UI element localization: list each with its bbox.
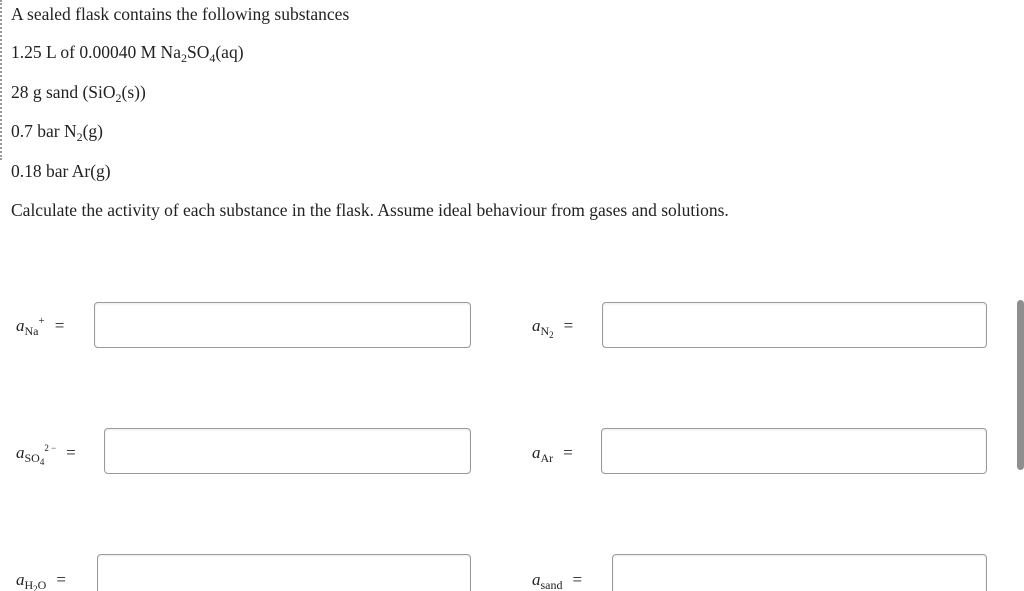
substance-n2: 0.7 bar $N_2(g)$ [11,121,104,144]
answer-input-na-plus[interactable] [94,302,471,348]
answer-input-ar[interactable] [601,428,987,474]
label-activity-ar: $a_{Ar}$ = [532,443,573,465]
answer-input-n2[interactable] [602,302,987,348]
left-margin-rule [0,0,5,160]
label-activity-h2o: $a_{H_2O}$ = [16,570,66,591]
label-activity-sand: $a_{sand}$ = [532,570,583,591]
substance-na2so4: 1.25 L of 0.00040 M $Na_2SO_4(aq)$ [11,42,244,65]
page-scrollbar[interactable] [1017,300,1024,470]
answer-input-h2o[interactable] [97,554,471,591]
label-activity-so4: $a_{SO_4}^{2 -}$ = [16,443,76,467]
label-activity-na-plus: $a_{Na}^+$ = [16,315,65,338]
problem-instruction: Calculate the activity of each substance in the flask. Assume ideal behaviour from gases and solutions. [11,200,729,220]
problem-intro: A sealed flask contains the following substances [11,4,350,24]
substance-ar: 0.18 bar Ar(g) [11,161,111,181]
substance-sand: 28 g sand (SiO$_2$(s)) [11,82,146,105]
answer-input-so4[interactable] [104,428,471,474]
label-activity-n2: $a_{N_2}$ = [532,316,574,340]
answer-input-sand[interactable] [612,554,987,591]
